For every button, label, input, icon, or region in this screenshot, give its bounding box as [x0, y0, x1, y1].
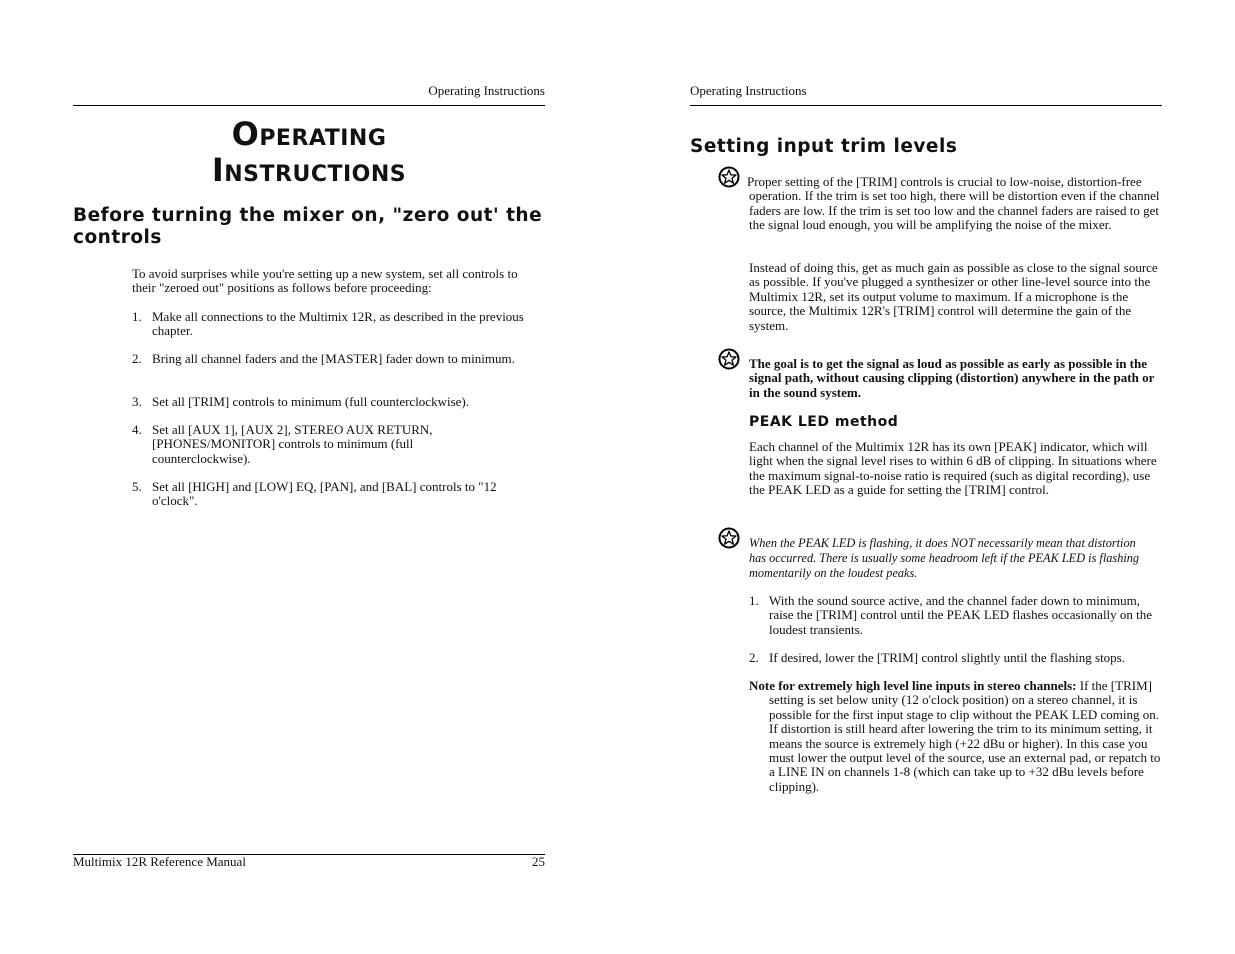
list-item — [132, 395, 537, 409]
running-head: Operating Instructions — [428, 83, 545, 98]
header-rule — [73, 105, 545, 106]
list-item — [749, 594, 1161, 637]
note-paragraph: Proper setting of the [TRIM] controls is crucial to low-noise, distortion-free operation. If the trim is set too high, there will be distortion even if the channel faders are low. If the trim is set too low and the channel faders are raised to get the signal loud enough, you will be amplifying the noise of the mixer. — [747, 174, 1160, 233]
list-number: 1. — [132, 309, 142, 324]
list-number: 4. — [132, 422, 142, 437]
list-number: 5. — [132, 479, 142, 494]
list-text: Make all connections to the Multimix 12R, as described in the previous chapter. — [152, 309, 524, 339]
list-text: Set all [HIGH] and [LOW] EQ, [PAN], and [BAL] controls to "12 o'clock". — [152, 479, 497, 509]
list-number: 1. — [749, 593, 759, 608]
chapter-title — [73, 116, 545, 188]
header-rule — [690, 105, 1162, 106]
list-text: If desired, lower the [TRIM] control slightly until the flashing stops. — [769, 650, 1125, 665]
list-item — [749, 651, 1161, 665]
chapter-title-line-2: Instructions — [211, 151, 407, 189]
list-number: 3. — [132, 394, 142, 409]
final-note-text: If the [TRIM] setting is set below unity (12 o'clock position) on a stereo channel, it is possible for the first input stage to clip without the PEAK LED coming on. If distortion is still heard after lowering the trim to its minimum setting, it means the source is extremely high (+22 dBu or higher). In this case you must lower the output level of the source, use an external pad, or repatch to a LINE IN on channels 1-8 (which can take up to +32 dBu levels before clipping). — [769, 678, 1161, 794]
list-text: Bring all channel faders and the [MASTER] fader down to minimum. — [152, 351, 515, 366]
final-note-label: Note for extremely high level line inputs in stereo channels: — [749, 678, 1077, 693]
chapter-title-line-1: Operating — [231, 115, 387, 153]
subheading: PEAK LED method — [749, 414, 899, 430]
italic-note: When the PEAK LED is flashing, it does NOT necessarily mean that distortion has occurred. There is usually some headroom left if the PEAK LED is flashing momentarily on the loudest peaks. — [749, 536, 1140, 580]
list-item — [132, 352, 527, 366]
list-number: 2. — [132, 351, 142, 366]
list-text: With the sound source active, and the channel fader down to minimum, raise the [TRIM] control until the PEAK LED flashes occasionally on the loudest transients. — [769, 593, 1153, 637]
peak-paragraph: Each channel of the Multimix 12R has its own [PEAK] indicator, which will light when the signal level rises to within 6 dB of clipping. In situations where the maximum signal-to-noise ratio is required (such as digital recording), use the PEAK LED as a guide for setting the [TRIM] control. — [749, 439, 1157, 498]
section-heading: Setting input trim levels — [690, 136, 958, 157]
footer-manual-title: Multimix 12R Reference Manual — [73, 854, 246, 869]
list-item — [132, 480, 527, 509]
list-item — [132, 423, 462, 466]
final-note — [749, 679, 1162, 794]
star-icon — [718, 348, 740, 370]
list-text: Set all [TRIM] controls to minimum (full counterclockwise). — [152, 394, 469, 409]
intro-paragraph: To avoid surprises while you're setting up a new system, set all controls to their "zeroed out" positions as follows before proceeding: — [132, 266, 518, 296]
star-icon — [718, 527, 740, 549]
star-icon — [718, 166, 740, 188]
emphasis-note: The goal is to get the signal as loud as possible as early as possible in the signal path, without causing clipping (distortion) anywhere in the path or in the sound system. — [749, 356, 1155, 400]
list-number: 2. — [749, 650, 759, 665]
note-paragraph: Instead of doing this, get as much gain as possible as close to the signal source as possible. If you've plugged a synthesizer or other line-level source into the Multimix 12R, set its output volume to maximum. If a microphone is the source, the Multimix 12R's [TRIM] control will determine the gain of the system. — [749, 260, 1158, 333]
section-heading: Before turning the mixer on, "zero out' the controls — [73, 205, 543, 248]
list-item — [132, 310, 527, 339]
page-number: 25 — [532, 854, 545, 869]
running-head: Operating Instructions — [690, 83, 807, 98]
list-text: Set all [AUX 1], [AUX 2], STEREO AUX RETURN, [PHONES/MONITOR] controls to minimum (full counterclockwise). — [152, 422, 433, 466]
